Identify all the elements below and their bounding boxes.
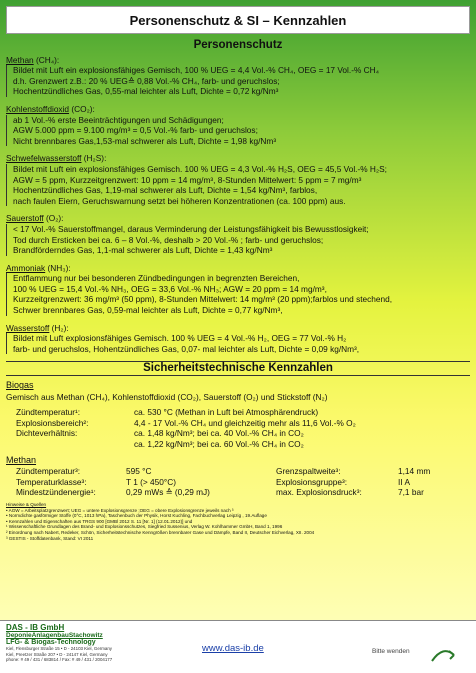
gas-detail-line: AGW = 5 ppm, Kurzzeitgrenzwert: 10 ppm = 14 mg/m³, 8-Stunden Mittelwert: 5 ppm = 7 mg/m³ [13,174,362,185]
gas-details [6,65,470,97]
gas-details [6,164,470,206]
gas-detail-line: nach faulen Eiern, Geruchswarnung setzt bei höheren Konzentrationen (ca. 100 ppm) aus. [13,195,346,206]
gas-header [6,263,470,274]
biogas-table [6,407,470,449]
gas-formula: (CH₄): [36,54,60,65]
gas-header [6,213,470,224]
gas-header [6,104,470,115]
gas-name: Kohlenstoffdioxid [6,103,70,114]
note-line: • Kennzahlen und Eigenschaften aus TRGS 900 [GMBl 2012 S. 11 [Nr. 1] (12.01.2012)] und [6,518,193,524]
gas-name: Sauerstoff [6,213,44,224]
gas-list [6,55,470,355]
gas-detail-line: < 17 Vol.-% Sauerstoffmangel, daraus Verminderung der Leistungsfähigkeit bis Bewusstlosigkeit; [13,223,369,234]
gas-detail-line: Brandförderndes Gas, 1,1-mal schwerer als Luft, Dichte = 1,43 kg/Nm³ [13,245,273,256]
personenschutz-heading: Personenschutz [193,39,283,51]
gas-detail-line: Bildet mit Luft explosionsfähiges Gemisch. 100 % UEG = 4 Vol.-% H₂, OEG = 77 Vol.-% H₂ [13,333,347,344]
methan-value: 1,14 mm [398,466,431,477]
note-line: • Normdichte gasförmiger Stoffe (0°C, 1013 hPa), Taschenbuch der Physik, Horst Kuchling, Fachbuchverlag Leipzig , 19.Auflage [6,513,267,519]
content [6,38,470,541]
methan-value: T 1 (> 450°C) [126,476,176,487]
gas-block [6,323,470,355]
biogas-value: ca. 530 °C (Methan in Luft bei Atmosphärendruck) [134,407,319,418]
biogas-label: Dichteverhältnis: [16,428,78,439]
gas-detail-line: Schwer brennbares Gas, 0,59-mal leichter als Luft, Dichte = 0,77 kg/Nm³, [13,305,283,316]
gas-detail-line: Nicht brennbares Gas,1,53-mal schwerer als Luft, Dichte = 1,98 kg/Nm³ [13,135,277,146]
gas-formula: (H₂S): [83,153,107,164]
gas-detail-line: Kurzzeitgrenzwert: 36 mg/m³ (50 ppm), 8-Stunden Mittelwert: 14 mg/m³ (20 ppm);farblos und stechend, [13,294,393,305]
gas-details [6,333,470,354]
address-line: Kiel, Preetzer Straße 207 • D - 24147 Kiel, Germany [6,651,108,657]
notes [6,502,470,541]
gas-header [6,55,470,66]
turn-page-text: Bitte wenden [372,648,410,655]
biogas-title: Biogas [6,380,34,391]
footer [0,620,476,673]
sicherheit-heading: Sicherheitstechnische Kennzahlen [6,361,470,376]
company-name: DAS - IB GmbH [6,623,65,632]
company-subtitle: DeponieAnlagenbauStachowitz [6,632,103,639]
biogas-label: Zündtemperatur¹: [16,407,81,418]
methan-value: 595 °C [126,466,152,477]
notes-list [6,508,470,542]
company-block [6,623,186,663]
note-line: ² Einordnung nach Nabert, Redeker, Schön, Sicherheitstechnische Kenngrößen brennbarer Gase und Dämpfe, Band II, Deutscher Eichverlag, XII. 2004 [6,529,315,535]
page-turn-icon [428,643,458,665]
company-address [6,646,186,663]
methan-value: II A [398,476,410,487]
biogas-label: Explosionsbereich²: [16,417,89,428]
gas-block [6,55,470,97]
methan-value: 7,1 bar [398,487,424,498]
gas-block [6,153,470,206]
gas-header [6,153,470,164]
methan-label: Explosionsgruppe³: [276,476,348,487]
gas-detail-line: Hochentzündliches Gas, 0,55-mal leichter als Luft, Dichte = 0,72 kg/Nm³ [13,86,279,97]
note-line: ³ GESTIS - Stoffdatenbank, Stand: VI 2011 [6,535,94,541]
gas-block [6,263,470,316]
gas-details [6,273,470,315]
page-title: Personenschutz & SI – Kennzahlen [6,6,470,34]
gas-formula: (H₂): [51,322,69,333]
company-tagline: LFG- & Biogas-Technology [6,639,96,646]
biogas-label [16,439,134,450]
methan-table [6,466,470,498]
methan-label: Zündtemperatur³: [16,466,81,477]
gas-details [6,115,470,147]
note-line: • AGW = Arbeitsplatzgrenzwert; UEG = untere Explosionsgrenze ;OEG = obere Explosionsgrenze jeweils nach ³ [6,507,234,513]
gas-detail-line: ab 1 Vol.-% erste Beeinträchtigungen und Schädigungen; [13,114,224,125]
gas-detail-line: farb- und geruchslos, Hohentzündliches Gas, 0,07- mal leichter als Luft, Dichte = 0,09 kg/Nm³, [13,343,360,354]
biogas-intro: Gemisch aus Methan (CH₄), Kohlenstoffdioxid (CO₂), Sauerstoff (O₂) und Stickstoff (N₂) [6,391,328,402]
gas-name: Methan [6,54,34,65]
gas-detail-line: 100 % UEG = 15,4 Vol.-% NH₃, OEG = 33,6 Vol.-% NH₃; AGW = 20 ppm = 14 mg/m³, [13,283,327,294]
gas-name: Wasserstoff [6,322,50,333]
biogas-value: 4,4 - 17 Vol.-% CH₄ und gleichzeitig mehr als 11,6 Vol.-% O₂ [134,417,356,428]
gas-name: Schwefelwasserstoff [6,153,82,164]
gas-detail-line: AGW 5.000 ppm = 9.100 mg/m³ = 0,5 Vol.-% farb- und geruchslos; [13,125,258,136]
gas-detail-line: Bildet mit Luft ein explosionsfähiges Gemisch. 100 % UEG = 4,3 Vol.-% H₂S, OEG = 45,5 Vol.-% H₂S; [13,163,387,174]
biogas-value: ca. 1,48 kg/Nm³; bei ca. 40 Vol.-% CH₄ in CO₂ [134,428,304,439]
gas-formula: (O₂): [45,213,64,224]
biogas-value: ca. 1,22 kg/Nm³; bei ca. 60 Vol.-% CH₄ in CO₂ [134,439,304,449]
gas-detail-line: Hochentzündliches Gas, 1,19-mal schwerer als Luft, Dichte = 1,54 kg/Nm³, farblos, [13,185,318,196]
gas-name: Ammoniak [6,262,46,273]
gas-formula: (NH₃): [47,262,71,273]
methan-value: 0,29 mWs ≙ (0,29 mJ) [126,487,210,498]
gas-formula: (CO₂): [71,103,95,114]
methan-label: max. Explosionsdruck³: [276,487,362,498]
gas-detail-line: d.h. Grenzwert z.B.: 20 % UEG≙ 0,88 Vol.-% CH₄, farb- und geruchslos; [13,75,280,86]
gas-detail-line: Bildet mit Luft ein explosionsfähiges Gemisch, 100 % UEG = 4,4 Vol.-% CH₄, OEG = 17 Vol.-% CH₄ [13,65,380,76]
methan-title: Methan [6,454,37,465]
note-line: ¹ Wissenschaftliche Grundlagen des Brand- und Explosionsschutzes, Siegfried Sussenius, Verlag W. Kohlhammer GmbH, Band 1, 1996 [6,524,283,530]
gas-detail-line: Tod durch Ersticken bei ca. 6 – 8 Vol.-%, deshalb > 20 Vol.-% ; farb- und geruchslos; [13,234,324,245]
methan-label: Temperaturklasse³: [16,476,87,487]
gas-header [6,323,470,334]
methan-label: Grenzspaltweite³: [276,466,341,477]
notes-heading: Hinweise & Quellen [6,501,47,507]
address-line: phone: # 49 / 431 / 683814 / Fax: # 49 / 431 / 2004177 [6,657,113,663]
methan-label: Mindestzündenergie¹: [16,487,96,498]
gas-block [6,104,470,146]
gas-block [6,213,470,255]
gas-details [6,224,470,256]
address-line: Kiel, Flensburger Straße 15 • D - 24103 Kiel, Germany [6,646,112,651]
gas-detail-line: Entflammung nur bei besonderen Zündbedingungen in begrenzten Bereichen, [13,273,300,284]
website-link[interactable]: www.das-ib.de [202,643,264,654]
